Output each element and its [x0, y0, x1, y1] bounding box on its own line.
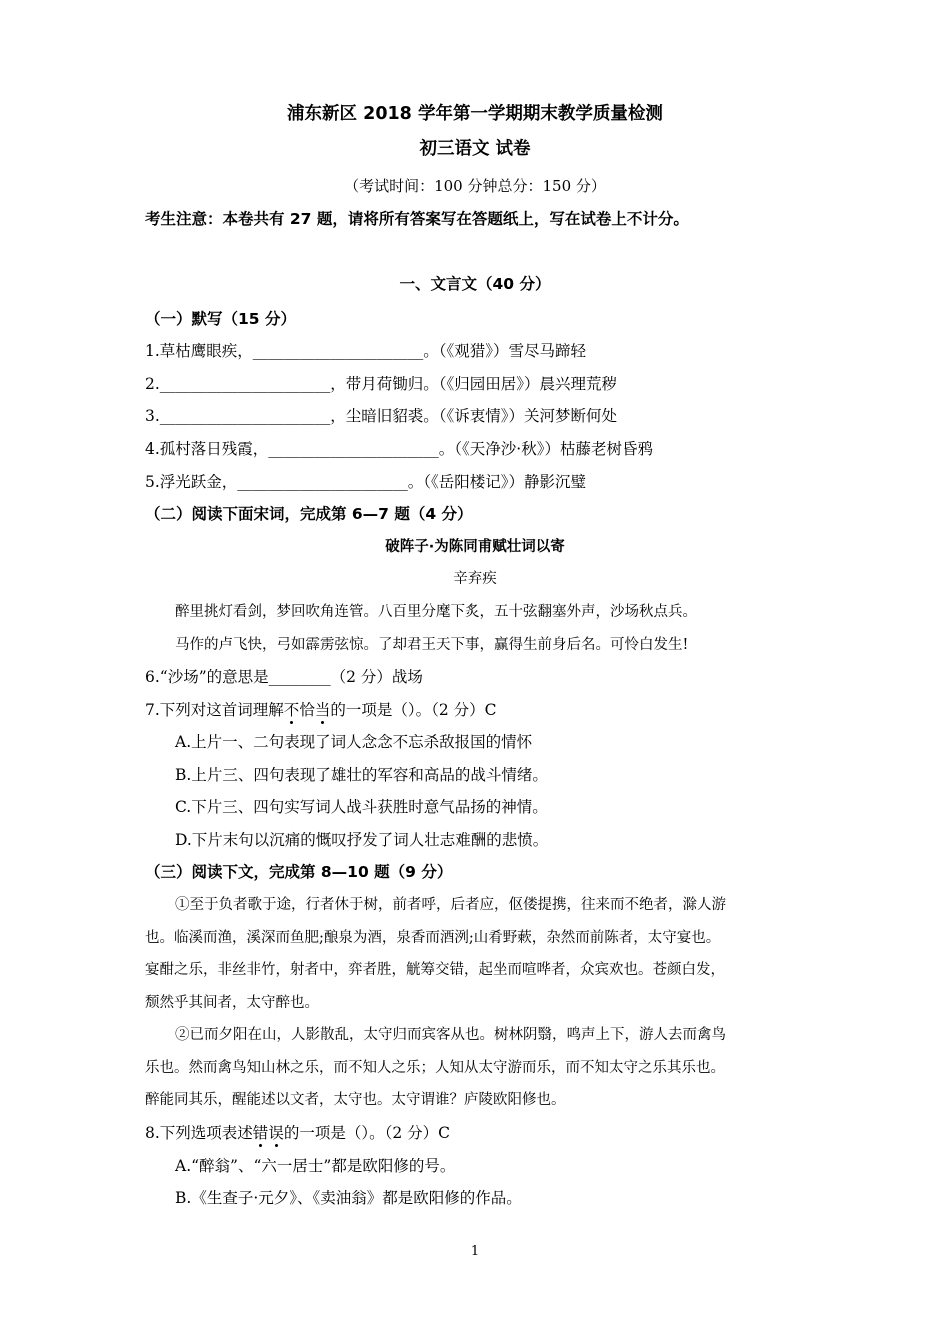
page-number: 1: [470, 1244, 480, 1259]
exam-subtitle: 初三语文 试卷: [419, 139, 531, 159]
q8-emphasis-2: 误: [268, 1124, 284, 1142]
q7-option-b: B.上片三、四句表现了雄壮的军容和高品的战斗情绪。: [175, 766, 548, 784]
poem-author: 辛弃疾: [453, 571, 497, 587]
question-7: [145, 700, 497, 720]
q7-prefix: 7.下列对这首词理解: [145, 701, 284, 719]
question-6: 6.“沙场”的意思是________（2 分）战场: [145, 668, 423, 686]
exam-notice: 考生注意：本卷共有 27 题，请将所有答案写在答题纸上，写在试卷上不计分。: [145, 210, 689, 228]
fill-item-1: 1.草枯鹰眼疾，______________________。（《观猎》）雪尽马蹄轻: [145, 342, 587, 360]
passage-line-6: 乐也。然而禽鸟知山林之乐，而不知人之乐；人知从太守游而乐，而不知太守之乐其乐也。: [145, 1060, 725, 1076]
passage-line-1: ①至于负者歌于途，行者休于树，前者呼，后者应，伛偻提携，往来而不绝者，滁人游: [175, 897, 726, 913]
fill-item-4: 4.孤村落日残霞，______________________。（《天净沙·秋》）枯藤老树昏鸦: [145, 440, 653, 458]
q8-option-a: A.“醉翁”、“六一居士”都是欧阳修的号。: [175, 1157, 456, 1175]
poem-line-2: 马作的卢飞快，弓如霹雳弦惊。了却君王天下事，赢得生前身后名。可怜白发生!: [175, 637, 689, 653]
q7-suffix: 的一项是（）。（2 分）C: [330, 701, 497, 719]
passage-line-2: 也。临溪而渔，溪深而鱼肥;酿泉为酒，泉香而酒洌;山肴野蔌，杂然而前陈者，太守宴也。: [145, 930, 721, 946]
poem-line-1: 醉里挑灯看剑，梦回吹角连管。八百里分麾下炙，五十弦翻塞外声，沙场秋点兵。: [175, 604, 697, 620]
q7-option-d: D.下片末句以沉痛的慨叹抒发了词人壮志难酬的悲愤。: [175, 831, 549, 849]
passage-line-7: 醉能同其乐，醒能述以文者，太守也。太守谓谁？庐陵欧阳修也。: [145, 1092, 566, 1108]
q8-option-b: B.《生查子·元夕》、《卖油翁》都是欧阳修的作品。: [175, 1189, 522, 1207]
q8-suffix: 的一项是（）。（2 分）C: [283, 1124, 450, 1142]
poem-title: 破阵子·为陈同甫赋壮词以寄: [385, 539, 565, 555]
q7-emphasis-1: 不: [283, 701, 300, 719]
exam-info: （考试时间：100 分钟总分：150 分）: [344, 177, 606, 195]
part2-heading: （二）阅读下面宋词，完成第 6—7 题（4 分）: [145, 505, 473, 523]
fill-item-5: 5.浮光跃金，______________________。（《岳阳楼记》）静影沉璧: [145, 473, 587, 491]
passage-line-5: ②已而夕阳在山，人影散乱，太守归而宾客从也。树林阴翳，鸣声上下，游人去而禽鸟: [175, 1027, 726, 1043]
question-8: [145, 1123, 450, 1143]
fill-item-3: 3.______________________，尘暗旧貂裘。（《诉衷情》）关河梦断何处: [145, 407, 618, 425]
q7-option-a: A.上片一、二句表现了词人念念不忘杀敌报国的情怀: [175, 733, 533, 751]
q8-emphasis-1: 错: [252, 1124, 269, 1142]
section1-heading: 一、文言文（40 分）: [399, 275, 551, 293]
exam-title: 浦东新区 2018 学年第一学期期末教学质量检测: [287, 104, 663, 124]
q7-emphasis-3: 当: [314, 701, 331, 719]
q7-option-c: C.下片三、四句实写词人战斗获胜时意气品扬的神情。: [175, 798, 548, 816]
fill-item-2: 2.______________________，带月荷锄归。（《归园田居》）晨兴理荒秽: [145, 375, 618, 393]
part1-heading: （一）默写（15 分）: [145, 310, 296, 328]
passage-line-3: 宴酣之乐，非丝非竹，射者中，弈者胜，觥筹交错，起坐而喧哗者，众宾欢也。苍颜白发，: [145, 962, 725, 978]
q7-middle: 恰: [299, 701, 315, 719]
passage-line-4: 颓然乎其间者，太守醉也。: [145, 995, 319, 1011]
q8-prefix: 8.下列选项表述: [145, 1124, 253, 1142]
part3-heading: （三）阅读下文，完成第 8—10 题（9 分）: [145, 863, 453, 881]
